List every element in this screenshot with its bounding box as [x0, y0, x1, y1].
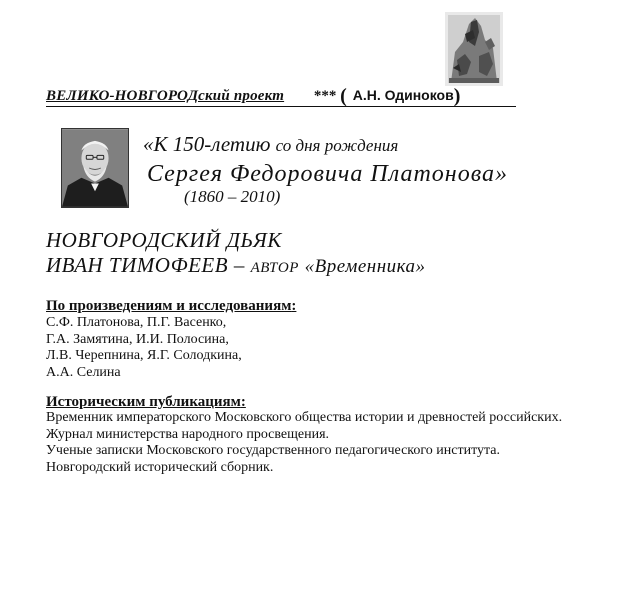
platonov-portrait-image: [61, 128, 129, 208]
open-paren: (: [340, 85, 347, 107]
publications-heading-text: Историческим публикациям: [46, 394, 241, 410]
sources-heading-colon: :: [291, 298, 297, 314]
anniversary-name: Сергея Федоровича Платонова»: [147, 161, 508, 187]
close-paren: ): [453, 85, 461, 107]
sources-list: [46, 315, 242, 381]
publications-heading-colon: :: [240, 394, 246, 410]
publications-heading: [46, 393, 246, 411]
publications-list: [46, 410, 562, 476]
publications-line: Ученые записки Московского государственного педагогического института.: [46, 443, 501, 458]
monument-engraving-image: [445, 12, 503, 86]
publications-line: Журнал министерства народного просвещения.: [46, 426, 330, 442]
project-author: А.Н. Одиноков: [352, 87, 454, 103]
main-title-line-1: НОВГОРОДСКИЙ ДЬЯК: [46, 228, 282, 252]
main-title-line-2: [46, 253, 426, 280]
anniversary-years: (1860 – 2010): [184, 187, 281, 206]
project-header: [46, 86, 516, 107]
anniversary-line-1: [143, 132, 398, 158]
publications-line: Новгородский исторический сборник.: [46, 459, 274, 475]
project-name: ВЕЛИКО-НОВГОРОДский проект: [46, 88, 285, 104]
sources-heading: [46, 297, 296, 315]
sources-line: С.Ф. Платонова, П.Г. Васенко,: [46, 315, 227, 330]
sources-line: Г.А. Замятина, И.И. Полосина,: [46, 331, 229, 347]
main-title-name: ИВАН ТИМОФЕЕВ –: [46, 253, 245, 277]
publications-line: Временник императорского Московского общества истории и древностей российских.: [46, 410, 563, 425]
sources-line: А.А. Селина: [46, 364, 121, 380]
sources-heading-text: По произведениям и исследованиям: [46, 298, 292, 314]
anniversary-birth: со дня рождения: [275, 136, 399, 155]
project-stars: ***: [313, 88, 337, 104]
anniversary-150: «К 150-летию: [143, 132, 271, 156]
sources-line: Л.В. Черепнина, Я.Г. Солодкина,: [46, 348, 242, 363]
main-title-work: «Временника»: [304, 256, 426, 277]
main-title-author-word: АВТОР: [250, 260, 299, 276]
